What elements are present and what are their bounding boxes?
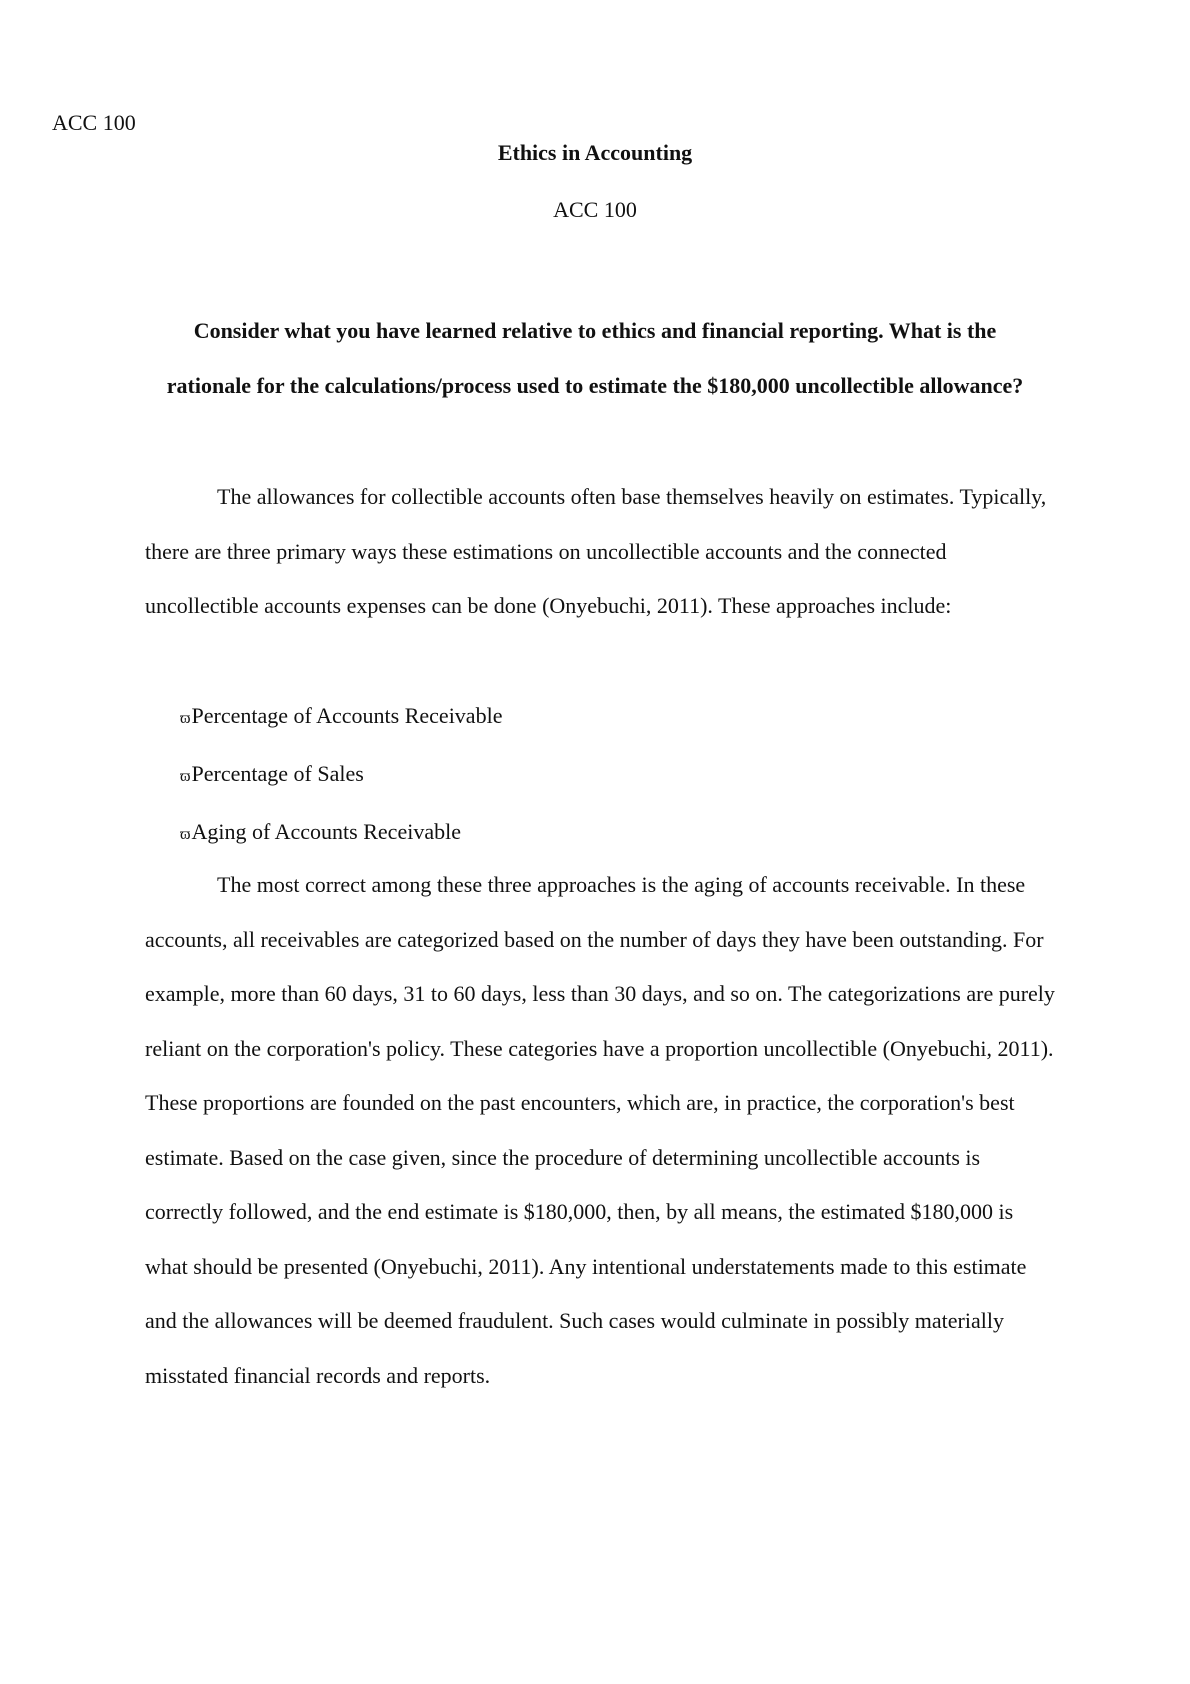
bullet-glyph: ϖ (180, 710, 191, 727)
approaches-list (180, 688, 502, 862)
paragraph-intro: The allowances for collectible accounts often base themselves heavily on estimates. Typically, there are three primary ways these estimations on uncollectible accounts and the connected uncollectible accounts expenses can be done (Onyebuchi, 2011). These approaches include: (145, 484, 1047, 618)
list-item (180, 746, 502, 804)
document-title: Ethics in Accounting (497, 140, 693, 165)
running-head: ACC 100 (52, 110, 136, 135)
list-item-label: Percentage of Sales (191, 761, 364, 786)
question-heading: Consider what you have learned relative to ethics and financial reporting. What is the rationale for the calculations/process used to estimate the $180,000 uncollectible allowance? (166, 318, 1024, 398)
list-item-label: Aging of Accounts Receivable (191, 819, 461, 844)
list-item (180, 804, 502, 862)
list-item-label: Percentage of Accounts Receivable (191, 703, 503, 728)
bullet-glyph: ϖ (180, 768, 191, 785)
course-name: ACC 100 (553, 197, 637, 222)
bullet-glyph: ϖ (180, 826, 191, 843)
paragraph-aging: The most correct among these three approaches is the aging of accounts receivable. In these accounts, all receivables are categorized based on the number of days they have been outstanding. For example, more than 60 days, 31 to 60 days, less than 30 days, and so on. The categorizations are purely reliant on the corporation's policy. These categories have a proportion uncollectible (Onyebuchi, 2011). These proportions are founded on the past encounters, which are, in practice, the corporation's best estimate. Based on the case given, since the procedure of determining uncollectible accounts is correctly followed, and the end estimate is $180,000, then, by all means, the estimated $180,000 is what should be presented (Onyebuchi, 2011). Any intentional understatements made to this estimate and the allowances will be deemed fraudulent. Such cases would culminate in possibly materially misstated financial records and reports. (145, 872, 1055, 1388)
list-item (180, 688, 502, 746)
